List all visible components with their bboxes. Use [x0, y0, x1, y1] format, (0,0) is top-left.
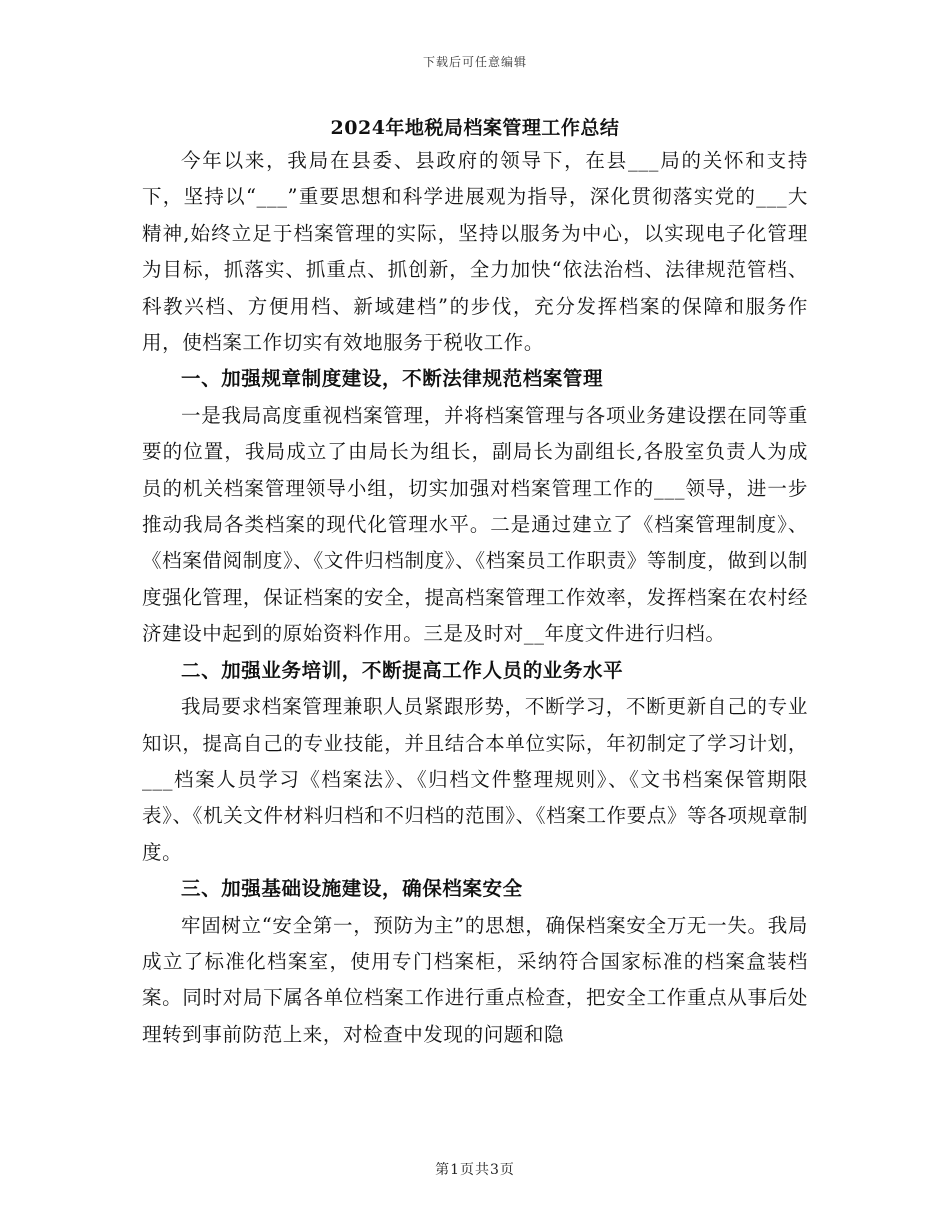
- section-body-3: 牢固树立“安全第一，预防为主”的思想，确保档案安全万无一失。我局成立了标准化档案室，使用专门档案柜，采纳符合国家标准的档案盒装档案。同时对局下属各单位档案工作进行重点检查，把安全工作重点从事后处理转到事前防范上来，对检查中发现的问题和隐: [142, 913, 808, 1046]
- section-body-1: 一是我局高度重视档案管理，并将档案管理与各项业务建设摆在同等重要的位置，我局成立了由局长为组长，副局长为副组长,各股室负责人为成员的机关档案管理领导小组，切实加强对档案管理工作的___领导，进一步推动我局各类档案的现代化管理水平。二是通过建立了《档案管理制度》、《档案借阅制度》、《文件归档制度》、《档案员工作职责》等制度，做到以制度强化管理，保证档案的安全，提高档案管理工作效率，发挥档案在农村经济建设中起到的原始资料作用。三是及时对__年度文件进行归档。: [142, 403, 808, 646]
- page-number: 第1页共3页: [435, 1162, 515, 1178]
- intro-paragraph: 今年以来，我局在县委、县政府的领导下，在县___局的关怀和支持下，坚持以“___”重要思想和科学进展观为指导，深化贯彻落实党的___大精神,始终立足于档案管理的实际，坚持以服务为中心，以实现电子化管理为目标，抓落实、抓重点、抓创新，全力加快“依法治档、法律规范管档、科教兴档、方便用档、新域建档”的步伐，充分发挥档案的保障和服务作用，使档案工作切实有效地服务于税收工作。: [142, 149, 808, 355]
- document-body: [142, 143, 808, 1053]
- section-body-2: 我局要求档案管理兼职人员紧跟形势，不断学习，不断更新自己的专业知识，提高自己的专业技能，并且结合本单位实际，年初制定了学习计划，___档案人员学习《档案法》、《归档文件整理规则》、《文书档案保管期限表》、《机关文件材料归档和不归档的范围》、《档案工作要点》等各项规章制度。: [142, 695, 808, 864]
- section-heading-2: 二、加强业务培训，不断提高工作人员的业务水平: [181, 658, 624, 682]
- header-note: 下载后可任意编辑: [422, 55, 527, 69]
- document-title: 2024年地税局档案管理工作总结: [330, 117, 620, 139]
- section-heading-1: 一、加强规章制度建设，不断法律规范档案管理: [181, 367, 604, 391]
- section-heading-3: 三、加强基础设施建设，确保档案安全: [181, 877, 523, 901]
